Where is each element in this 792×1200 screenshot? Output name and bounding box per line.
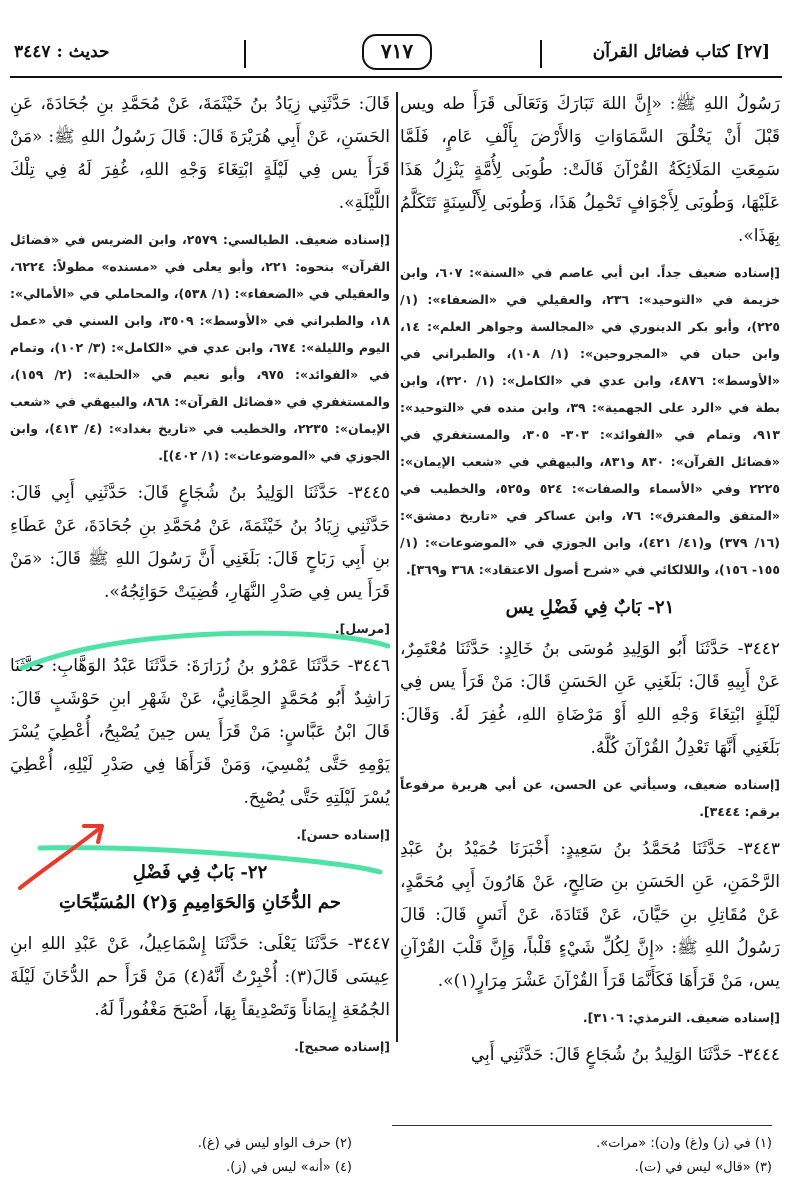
hadith-3446: ٣٤٤٦- حَدَّثَنَا عَمْرُو بنُ زُرَارَةَ: حَدَّثَنَا عَبْدُ الوَهَّابِ: حَدَّثَنَا رَاشِدٌ أَبُو مُحَمَّدٍ الحِمَّانِيُّ، عَنْ شَهْرِ ابنِ حَوْشَبٍ قَالَ: قَالَ ابْنُ عَبَّاسٍ: مَنْ قَرَأَ يس حِينَ يُصْبِحُ، أُعْطِيَ يُسْرَ يَوْمِهِ حَتَّى يُمْسِيَ، وَمَنْ قَرَأَهَا فِي صَدْرِ لَيْلِهِ، أُعْطِيَ يُسْرَ لَيْلَتِهِ حَتَّى يُصْبِحَ. bbox=[10, 656, 390, 808]
isnad-note: [مرسل]. bbox=[334, 621, 390, 636]
hadith-3444: ٣٤٤٤- حَدَّثَنَا الوَلِيدُ بنُ شُجَاعٍ قَالَ: حَدَّثَنِي أَبِي bbox=[470, 1045, 780, 1065]
header-divider bbox=[540, 40, 542, 68]
left-column bbox=[10, 88, 391, 1054]
hadith-3445: ٣٤٤٥- حَدَّثَنَا الوَلِيدُ بنُ شُجَاعٍ قَالَ: حَدَّثَنِي أَبِي قَالَ: حَدَّثَنِي زِيَادُ بنُ خَيْثَمَةَ، عَنْ مُحَمَّدِ بنِ جُحَادَةَ، عَنْ عَطَاءِ بنِ أَبِي رَبَاحٍ قَالَ: بَلَغَنِي أَنَّ رَسُولَ اللهِ ﷺ قَالَ: «مَنْ قَرَأَ يس فِي صَدْرِ النَّهَارِ، قُضِيَتْ حَوَائِجُهُ». bbox=[10, 483, 390, 602]
isnad-note: [إسناده ضعيف جداً. ابن أبي عاصم في «السنة»: ٦٠٧، وابن خزيمة في «التوحيد»: ٢٣٦، والعقيلي في «الضعفاء»: (١/ ٢٢٥)، وأبو بكر الدينوري في «المجالسة وجواهر العلم»: ١٤، وابن حبان في «المجروحين»: (١/ ١٠٨)، والطبراني في «الأوسط»: ٤٨٧٦، وابن عدي في «الكامل»: (١/ ٣٢٠)، وابن بطة في «الرد على الجهمية»: ٣٩، وابن منده في «التوحيد»: ٩١٣، وتمام في «الفوائد»: ٣٠٣- ٣٠٥، والمستغفري في «فضائل القرآن»: ٨٣٠ و٨٣١، والبيهقي في «شعب الإيمان»: ٢٢٢٥ وفي «الأسماء والصفات»: ٥٢٤ و٥٢٥، والخطيب في «المتفق والمفترق»: ٧٦، وابن عساكر في «تاريخ دمشق»: (١٦/ ٣٧٩) و(٤١/ ٤٢١)، وابن الجوزي في «الموضوعات»: (١/ ١٥٥- ١٥٦)، واللالكائي في «شرح أصول الاعتقاد»: ٣٦٨ و٣٦٩]. bbox=[400, 265, 781, 577]
header-rule bbox=[10, 76, 782, 78]
header-divider bbox=[244, 40, 246, 68]
hadith-text: رَسُولُ اللهِ ﷺ: «إِنَّ اللهَ تَبَارَكَ وَتَعَالَى قَرَأَ طه ويس قَبْلَ أَنْ يَخْلُقَ السَّمَاوَاتِ وَالأَرْضَ بِأَلْفِ عَامٍ، فَلَمَّا سَمِعَتِ المَلَائِكَةُ القُرْآنَ قَالَتْ: طُوبَى لِأُمَّةٍ يَنْزِلُ هَذَا عَلَيْهَا، وَطُوبَى لِأَجْوَافٍ تَحْمِلُ هَذَا، وَطُوبَى لِأَلْسِنَةٍ تَتَكَلَّمُ بِهَذَا». bbox=[400, 94, 780, 246]
hadith-3443: ٣٤٤٣- حَدَّثَنَا مُحَمَّدُ بنُ سَعِيدٍ: أَخْبَرَنَا حُمَيْدُ بنُ عَبْدِ الرَّحْمَنِ، عَنِ الحَسَنِ بنِ صَالِحٍ، عَنْ هَارُونَ أَبِي مُحَمَّدٍ، عَنْ مُقَاتِلِ بنِ حَيَّانَ، عَنْ قَتَادَةَ، عَنْ أَنَسٍ قَالَ: قَالَ رَسُولُ اللهِ ﷺ: «إِنَّ لِكُلِّ شَيْءٍ قَلْباً، وَإِنَّ قَلْبَ القُرْآنِ يس، مَنْ قَرَأَهَا فَكَأَنَّمَا قَرَأَ القُرْآنَ عَشْرَ مِرَارٍ(١)». bbox=[400, 839, 780, 991]
footnote: (٤) «أنه» ليس في (ز). bbox=[226, 1160, 352, 1175]
footnote: (٣) «قال» ليس في (ت). bbox=[634, 1160, 772, 1175]
isnad-note: [إسناده ضعيف. الترمذي: ٣١٠٦]. bbox=[582, 1010, 780, 1025]
chapter-heading: ٢١- بَابٌ فِي فَضْلِ يس bbox=[505, 597, 675, 618]
page-header bbox=[0, 30, 792, 78]
chapter-heading-sub: حم الدُّخَانِ وَالحَوَامِيمِ وَ(٢) المُسَبِّحَاتِ bbox=[59, 892, 341, 913]
column-divider bbox=[396, 92, 398, 1042]
isnad-note: [إسناده صحيح]. bbox=[294, 1039, 390, 1054]
chapter-heading: ٢٢- بَابٌ فِي فَضْلِ bbox=[132, 862, 268, 883]
footnote: (١) في (ز) و(غ) و(ن): «مرات». bbox=[596, 1136, 772, 1151]
isnad-note: [إسناده حسن]. bbox=[296, 827, 390, 842]
isnad-note: [إسناده ضعيف، وسيأتي عن الحسن، عن أبي هريرة مرفوعاً برقم: ٣٤٤٤]. bbox=[400, 777, 780, 819]
footnote-rule bbox=[392, 1125, 772, 1126]
hadith-3447: ٣٤٤٧- حَدَّثَنَا يَعْلَى: حَدَّثَنَا إِسْمَاعِيلُ، عَنْ عَبْدِ اللهِ ابنِ عِيسَى قَالَ(٣): أُخْبِرْتُ أَنَّهُ(٤) مَنْ قَرَأَ حم الدُّخَانَ لَيْلَةَ الجُمُعَةِ إِيمَاناً وَتَصْدِيقاً بِهَا، أَصْبَحَ مَغْفُوراً لَهُ. bbox=[10, 934, 390, 1020]
isnad-note: [إسناده ضعيف. الطيالسي: ٢٥٧٩، وابن الضريس في «فضائل القرآن» بنحوه: ٢٢١، وأبو يعلى في «مسنده» مطولاً: ٦٢٢٤، والعقيلي في «الضعفاء»: (١/ ٥٣٨)، والمحاملي في «الأمالي»: ١٨، والطبراني في «الأوسط»: ٣٥٠٩، وابن السني في «عمل اليوم والليلة»: ٦٧٤، وابن عدي في «الكامل»: (٣/ ١٠٢)، وتمام في «الفوائد»: ٩٧٥، وأبو نعيم في «الحلية»: (٢/ ١٥٩)، والمستغفري في «فضائل القرآن»: ٨٦٨، والبيهقي في «شعب الإيمان»: ٢٢٣٥، والخطيب في «تاريخ بغداد»: (٤/ ٤١٣)، وابن الجوزي في «الموضوعات»: (١/ ٤٠٢)]. bbox=[10, 232, 391, 463]
hadith-text: قَالَ: حَدَّثَنِي زِيَادُ بنُ خَيْثَمَةَ، عَنْ مُحَمَّدِ بنِ جُحَادَةَ، عَنِ الحَسَنِ، عَنْ أَبِي هُرَيْرَةَ قَالَ: قَالَ رَسُولُ اللهِ ﷺ: «مَنْ قَرَأَ يس فِي لَيْلَةٍ ابْتِغَاءَ وَجْهِ اللهِ، غُفِرَ لَهُ فِي تِلْكَ اللَّيْلَةِ». bbox=[10, 94, 390, 213]
footnote: (٢) حرف الواو ليس في (غ). bbox=[197, 1136, 352, 1151]
hadith-reference: حديث : ٣٤٤٧ bbox=[14, 42, 110, 62]
right-column bbox=[400, 88, 781, 1065]
page-number: ٧١٧ bbox=[362, 34, 432, 70]
book-title: [٢٧] كتاب فضائل القرآن bbox=[592, 42, 770, 62]
hadith-3442: ٣٤٤٢- حَدَّثَنَا أَبُو الوَلِيدِ مُوسَى بنُ خَالِدٍ: حَدَّثَنَا مُعْتَمِرٌ، عَنْ أَبِيهِ قَالَ: بَلَغَنِي عَنِ الحَسَنِ قَالَ: مَنْ قَرَأَ يس فِي لَيْلَةٍ ابْتِغَاءَ وَجْهِ اللهِ أَوْ مَرْضَاةِ اللهِ، غُفِرَ لَهُ. وَقَالَ: بَلَغَنِي أَنَّهَا تَعْدِلُ القُرْآنَ كُلَّهُ. bbox=[400, 639, 780, 758]
